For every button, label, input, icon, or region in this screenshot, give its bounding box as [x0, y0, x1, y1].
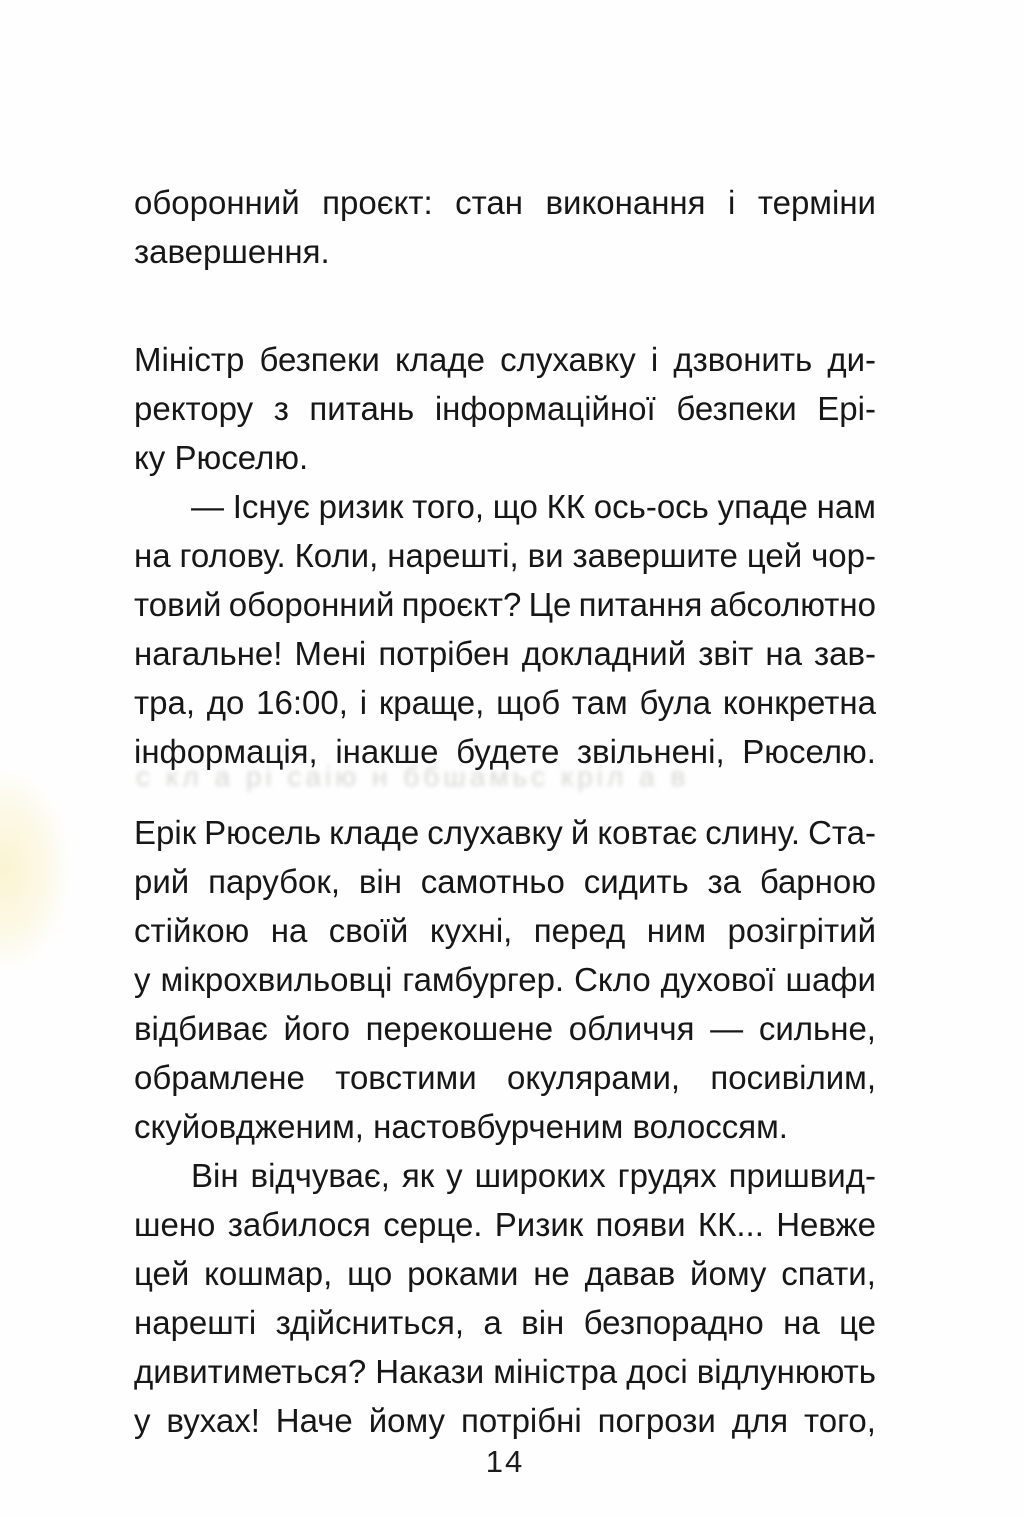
word: спати, [781, 1255, 876, 1292]
text-line [134, 384, 876, 433]
word: він [358, 863, 402, 900]
word: забилося [227, 1206, 371, 1243]
word: слину. [705, 814, 801, 851]
word: здійсниться, [275, 1304, 465, 1341]
text-line [134, 1004, 876, 1053]
text-line [134, 808, 876, 857]
word: Ста- [808, 814, 876, 851]
paragraph-minister-dialogue [134, 482, 876, 776]
word: погрози [597, 1402, 716, 1439]
text-line [134, 629, 876, 678]
word: 16:00, [256, 684, 348, 721]
text-line [134, 178, 876, 227]
word: досі [626, 1353, 688, 1390]
word: конкретна [722, 684, 876, 721]
paragraph-continuation [134, 178, 876, 276]
paragraph-eric-description [134, 808, 876, 1151]
word: краще, [378, 684, 485, 721]
word: до [206, 684, 245, 721]
word: кухні, [429, 912, 513, 949]
word: і [650, 341, 659, 378]
word: окулярами, [507, 1059, 681, 1096]
word: появи [595, 1206, 686, 1243]
word: інакше [335, 733, 439, 770]
word: цей [746, 537, 803, 574]
word: йому [368, 1402, 446, 1439]
word: товстими [335, 1059, 477, 1096]
text-line [134, 1347, 876, 1396]
word: оборонний [228, 586, 395, 623]
word: того, [412, 488, 485, 525]
word: безпеки [676, 390, 797, 427]
text-line [134, 1200, 876, 1249]
word: серце. [383, 1206, 483, 1243]
text-line [134, 1298, 876, 1347]
word: нарешті [134, 1304, 257, 1341]
word: докладний [521, 635, 687, 672]
word: кладе [394, 341, 486, 378]
word: мікрохвильовці [160, 961, 393, 998]
text-line [134, 727, 876, 776]
word: кладе [329, 814, 420, 851]
word: Він [191, 1157, 239, 1194]
word: шено [134, 1206, 216, 1243]
word: дивитиметься? [134, 1353, 367, 1390]
word: ним [646, 912, 707, 949]
text-line [134, 1249, 876, 1298]
word: барною [759, 863, 876, 900]
word: того, [804, 1402, 876, 1439]
word: Ерік [134, 814, 197, 851]
word: завершите [572, 537, 738, 574]
word: для [731, 1402, 789, 1439]
text-line [134, 335, 876, 384]
word: стан [455, 184, 523, 221]
word: потрібні [460, 1402, 582, 1439]
word: чор- [811, 537, 876, 574]
word: тра, [134, 684, 195, 721]
word: — [710, 1010, 744, 1047]
word: нам [816, 488, 876, 525]
word: кошмар, [204, 1255, 333, 1292]
word: Наче [275, 1402, 353, 1439]
word: міністра [493, 1353, 618, 1390]
word: перекошене [365, 1010, 554, 1047]
word: ось-ось [593, 488, 709, 525]
text-line: завершення. [134, 233, 330, 270]
word: Мені [294, 635, 367, 672]
word: цей [134, 1255, 190, 1292]
word: інформаційної [434, 390, 656, 427]
word: роками [407, 1255, 519, 1292]
word: слухавку [500, 341, 636, 378]
bleed-through-text: с кл а рі саію н ббшамьс кріл а в [136, 761, 690, 792]
word: дзвонить [673, 341, 813, 378]
word: як [401, 1157, 435, 1194]
word: й [570, 814, 590, 851]
word: у [134, 961, 151, 998]
word: що [492, 488, 538, 525]
word: інформація, [134, 733, 318, 770]
word: обличчя [568, 1010, 695, 1047]
word: посивілим, [710, 1059, 876, 1096]
word: на [134, 537, 171, 574]
word: за [707, 863, 741, 900]
word: Міністр [134, 341, 245, 378]
word: сидить [583, 863, 689, 900]
word: самотньо [420, 863, 565, 900]
word: у [134, 1402, 151, 1439]
word: виконання [545, 184, 706, 221]
word: Ризик [494, 1206, 584, 1243]
word: терміни [757, 184, 876, 221]
word: своїй [328, 912, 409, 949]
word: сильне, [758, 1010, 876, 1047]
word: грудях [617, 1157, 717, 1194]
word: відчуває, [250, 1157, 390, 1194]
text-line [134, 1151, 876, 1200]
word: Існує [232, 488, 310, 525]
word: зав- [813, 635, 876, 672]
word: ризик [318, 488, 404, 525]
word: щоб [496, 684, 561, 721]
word: нагальне! [134, 635, 283, 672]
word: абсолютно [709, 586, 876, 623]
word: звільнені, [576, 733, 725, 770]
word: широких [474, 1157, 606, 1194]
word: голову. [179, 537, 286, 574]
word: йому [690, 1255, 767, 1292]
word: Невже [776, 1206, 876, 1243]
word: Рюселю. [742, 733, 876, 770]
word: безпорадно [583, 1304, 764, 1341]
paragraph-minister-call [134, 335, 876, 482]
word: його [283, 1010, 350, 1047]
word: розігрітий [727, 912, 876, 949]
page-number: 14 [485, 1444, 525, 1479]
word: обрамлене [134, 1059, 305, 1096]
word: товий [134, 586, 222, 623]
word: ректору [134, 390, 254, 427]
word: безпеки [259, 341, 380, 378]
word: оборонний [134, 184, 300, 221]
word: відлунюють [696, 1353, 876, 1390]
word: що [347, 1255, 393, 1292]
word: Коли, [294, 537, 379, 574]
word: і [359, 684, 368, 721]
word: слухавку [427, 814, 563, 851]
word: вухах! [166, 1402, 260, 1439]
word: Це [528, 586, 572, 623]
text-line [134, 1396, 876, 1445]
paragraph-eric-fear [134, 1151, 876, 1445]
word: на [270, 912, 308, 949]
word: а [483, 1304, 502, 1341]
word: там [571, 684, 628, 721]
word: перед [533, 912, 626, 949]
word: Рюсель [204, 814, 322, 851]
word: і [728, 184, 736, 221]
text-line [134, 955, 876, 1004]
word: гамбургер. [402, 961, 565, 998]
word: він [521, 1304, 565, 1341]
word: була [639, 684, 712, 721]
word: у [446, 1157, 463, 1194]
word: Ері- [817, 390, 876, 427]
text-line [134, 531, 876, 580]
text-line [134, 482, 876, 531]
text-line: ку Рюселю. [134, 439, 309, 476]
word: рий [134, 863, 190, 900]
word: проєкт: [322, 184, 433, 221]
word: Накази [375, 1353, 485, 1390]
word: проєкт? [401, 586, 522, 623]
word: на [783, 1304, 820, 1341]
word: парубок, [208, 863, 341, 900]
text-line [134, 678, 876, 727]
word: це [839, 1304, 876, 1341]
word: упаде [717, 488, 808, 525]
word: звіт [698, 635, 754, 672]
word: питання [578, 586, 703, 623]
word: Скло [574, 961, 651, 998]
word: шафи [785, 961, 876, 998]
page-text [134, 178, 876, 1445]
word: давав [584, 1255, 676, 1292]
word: потрібен [378, 635, 510, 672]
word: ви [527, 537, 564, 574]
text-line: скуйовдженим, настовбурченим волоссям. [134, 1108, 788, 1145]
word: — [191, 488, 224, 525]
word: відбиває [134, 1010, 268, 1047]
text-line [134, 857, 876, 906]
text-line [134, 906, 876, 955]
word: КК [546, 488, 586, 525]
word: на [765, 635, 802, 672]
word: стійкою [134, 912, 250, 949]
text-line [134, 1053, 876, 1102]
word: з [273, 390, 289, 427]
scan-stain [0, 770, 70, 970]
word: духової [660, 961, 776, 998]
word: ковтає [597, 814, 698, 851]
word: не [533, 1255, 570, 1292]
word: будете [456, 733, 560, 770]
text-line [134, 580, 876, 629]
word: нарешті, [387, 537, 519, 574]
word: ди- [827, 341, 876, 378]
word: пришвид- [728, 1157, 876, 1194]
word: питань [309, 390, 415, 427]
word: КК... [697, 1206, 764, 1243]
